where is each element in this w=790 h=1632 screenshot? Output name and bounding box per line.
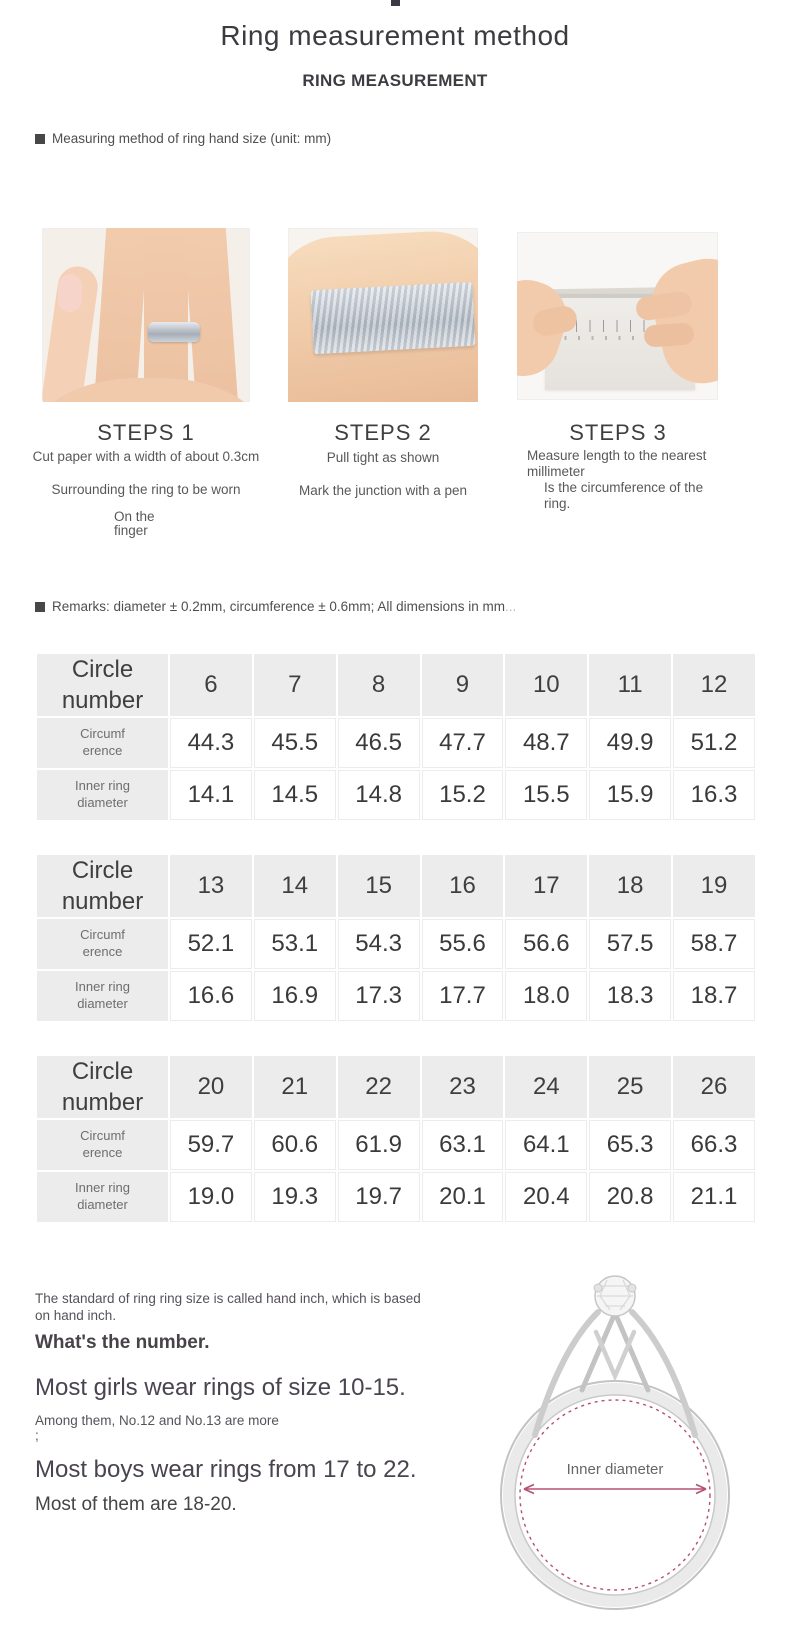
step2-photo-paper-strip-on-finger	[288, 228, 478, 402]
table-cell: 53.1	[254, 919, 336, 969]
ring-band-illustration	[148, 322, 200, 342]
row-label: Inner ring diameter	[37, 1172, 168, 1222]
table-cell: 14.8	[338, 770, 420, 820]
thumbnail-illustration	[58, 274, 82, 312]
table-cell: 52.1	[170, 919, 252, 969]
note-boys-detail: Most of them are 18-20.	[35, 1494, 237, 1515]
table-cell: 20.4	[505, 1172, 587, 1222]
prong-left	[582, 1306, 618, 1390]
step1-photo-hand-with-ring	[42, 228, 250, 402]
table-cell: 19.7	[338, 1172, 420, 1222]
table-cell: 19	[673, 855, 755, 917]
row-label: Circumf erence	[37, 1120, 168, 1170]
ring-band-outer	[501, 1381, 729, 1609]
inner-diameter-dashed-circle	[520, 1400, 710, 1590]
table-cell: 64.1	[505, 1120, 587, 1170]
table-cell: 15.2	[422, 770, 504, 820]
row-label: Circumf erence	[37, 919, 168, 969]
row-label: Inner ring diameter	[37, 770, 168, 820]
square-bullet-icon	[35, 602, 45, 612]
remarks-line	[35, 599, 516, 614]
table-row	[37, 1120, 755, 1170]
table-cell: 9	[422, 654, 504, 716]
row-label: Circle number	[37, 654, 168, 716]
table-cell: 56.6	[505, 919, 587, 969]
table-cell: 8	[338, 654, 420, 716]
table-cell: 18	[589, 855, 671, 917]
table-cell: 19.3	[254, 1172, 336, 1222]
table-cell: 17.7	[422, 971, 504, 1021]
table-cell: 12	[673, 654, 755, 716]
table-cell: 14.1	[170, 770, 252, 820]
table-cell: 26	[673, 1056, 755, 1118]
table-cell: 16.3	[673, 770, 755, 820]
table-cell: 59.7	[170, 1120, 252, 1170]
table-cell: 17	[505, 855, 587, 917]
table-cell: 51.2	[673, 718, 755, 768]
table-row	[37, 654, 755, 716]
note-semicolon: ;	[35, 1428, 39, 1443]
table-cell: 44.3	[170, 718, 252, 768]
square-bullet-icon	[35, 134, 45, 144]
step3-caption-1: Measure length to the nearest millimeter	[527, 448, 707, 479]
section-header	[35, 131, 331, 146]
step1-caption-3: On the finger	[114, 509, 155, 538]
table-cell: 23	[422, 1056, 504, 1118]
prong-tip	[594, 1284, 602, 1292]
table-cell: 16	[422, 855, 504, 917]
table-cell: 47.7	[422, 718, 504, 768]
table-cell: 13	[170, 855, 252, 917]
note-standard: The standard of ring ring size is called hand inch, which is based on hand inch.	[35, 1291, 421, 1323]
table-row	[37, 770, 755, 820]
table-cell: 45.5	[254, 718, 336, 768]
ring-diagram	[460, 1240, 790, 1632]
finger-illustration	[92, 228, 151, 402]
table-cell: 11	[589, 654, 671, 716]
table-row	[37, 718, 755, 768]
page-title: Ring measurement method	[220, 20, 570, 51]
table-cell: 17.3	[338, 971, 420, 1021]
row-label: Circumf erence	[37, 718, 168, 768]
ring-size-table-2	[35, 853, 757, 1023]
table-cell: 54.3	[338, 919, 420, 969]
note-girls-detail: Among them, No.12 and No.13 are more	[35, 1413, 279, 1428]
section-header-label: Measuring method of ring hand size (unit: mm)	[52, 131, 332, 146]
page-top-marker	[391, 0, 400, 6]
prong-tip	[628, 1284, 636, 1292]
right-finger-illustration	[643, 322, 694, 347]
table-cell: 18.0	[505, 971, 587, 1021]
ring-band-inner	[515, 1395, 715, 1595]
table-cell: 48.7	[505, 718, 587, 768]
step2-title: STEPS 2	[334, 420, 432, 445]
table-cell: 63.1	[422, 1120, 504, 1170]
finger-illustration	[144, 228, 188, 402]
step3-caption-2: Is the circumference of the ring.	[544, 480, 704, 511]
step3-title: STEPS 3	[569, 420, 667, 445]
remarks-ellipsis: ...	[504, 599, 517, 614]
table-row	[37, 855, 755, 917]
table-cell: 10	[505, 654, 587, 716]
table-row	[37, 1172, 755, 1222]
table-cell: 24	[505, 1056, 587, 1118]
ring-size-table-1	[35, 652, 757, 822]
note-boys-sizes: Most boys wear rings from 17 to 22.	[35, 1456, 417, 1483]
table-cell: 15.9	[589, 770, 671, 820]
table-cell: 55.6	[422, 919, 504, 969]
step2-caption-2: Mark the junction with a pen	[298, 483, 468, 498]
remarks-text: Remarks: diameter ± 0.2mm, circumference ± 0.6mm; All dimensions in mm	[52, 599, 505, 614]
inner-diameter-label: Inner diameter	[566, 1461, 664, 1478]
table-cell: 15.5	[505, 770, 587, 820]
table-cell: 61.9	[338, 1120, 420, 1170]
table-cell: 20.1	[422, 1172, 504, 1222]
step1-title: STEPS 1	[97, 420, 195, 445]
note-girls-sizes: Most girls wear rings of size 10-15.	[35, 1374, 406, 1401]
table-cell: 21.1	[673, 1172, 755, 1222]
ring-size-table-3	[35, 1054, 757, 1224]
step3-photo-measuring-with-ruler	[517, 232, 718, 400]
table-row	[37, 971, 755, 1021]
step1-caption-1: Cut paper with a width of about 0.3cm	[32, 449, 260, 464]
table-cell: 65.3	[589, 1120, 671, 1170]
table-cell: 58.7	[673, 919, 755, 969]
finger-illustration	[182, 228, 241, 402]
page-subtitle: RING MEASUREMENT	[302, 71, 488, 90]
table-cell: 21	[254, 1056, 336, 1118]
table-cell: 6	[170, 654, 252, 716]
table-cell: 20.8	[589, 1172, 671, 1222]
table-cell: 15	[338, 855, 420, 917]
row-label: Circle number	[37, 855, 168, 917]
row-label: Circle number	[37, 1056, 168, 1118]
step2-caption-1: Pull tight as shown	[326, 450, 440, 465]
table-cell: 16.6	[170, 971, 252, 1021]
table-cell: 19.0	[170, 1172, 252, 1222]
step1-caption-2: Surrounding the ring to be worn	[51, 482, 241, 497]
table-cell: 20	[170, 1056, 252, 1118]
table-cell: 57.5	[589, 919, 671, 969]
table-cell: 16.9	[254, 971, 336, 1021]
table-cell: 49.9	[589, 718, 671, 768]
table-row	[37, 1056, 755, 1118]
paper-strip-illustration	[310, 282, 475, 354]
table-cell: 14	[254, 855, 336, 917]
table-cell: 60.6	[254, 1120, 336, 1170]
prong-right	[612, 1306, 648, 1390]
table-cell: 22	[338, 1056, 420, 1118]
table-cell: 66.3	[673, 1120, 755, 1170]
table-cell: 18.7	[673, 971, 755, 1021]
table-row	[37, 919, 755, 969]
table-cell: 46.5	[338, 718, 420, 768]
row-label: Inner ring diameter	[37, 971, 168, 1021]
table-cell: 25	[589, 1056, 671, 1118]
table-cell: 18.3	[589, 971, 671, 1021]
note-question: What's the number.	[35, 1332, 210, 1353]
table-cell: 7	[254, 654, 336, 716]
table-cell: 14.5	[254, 770, 336, 820]
